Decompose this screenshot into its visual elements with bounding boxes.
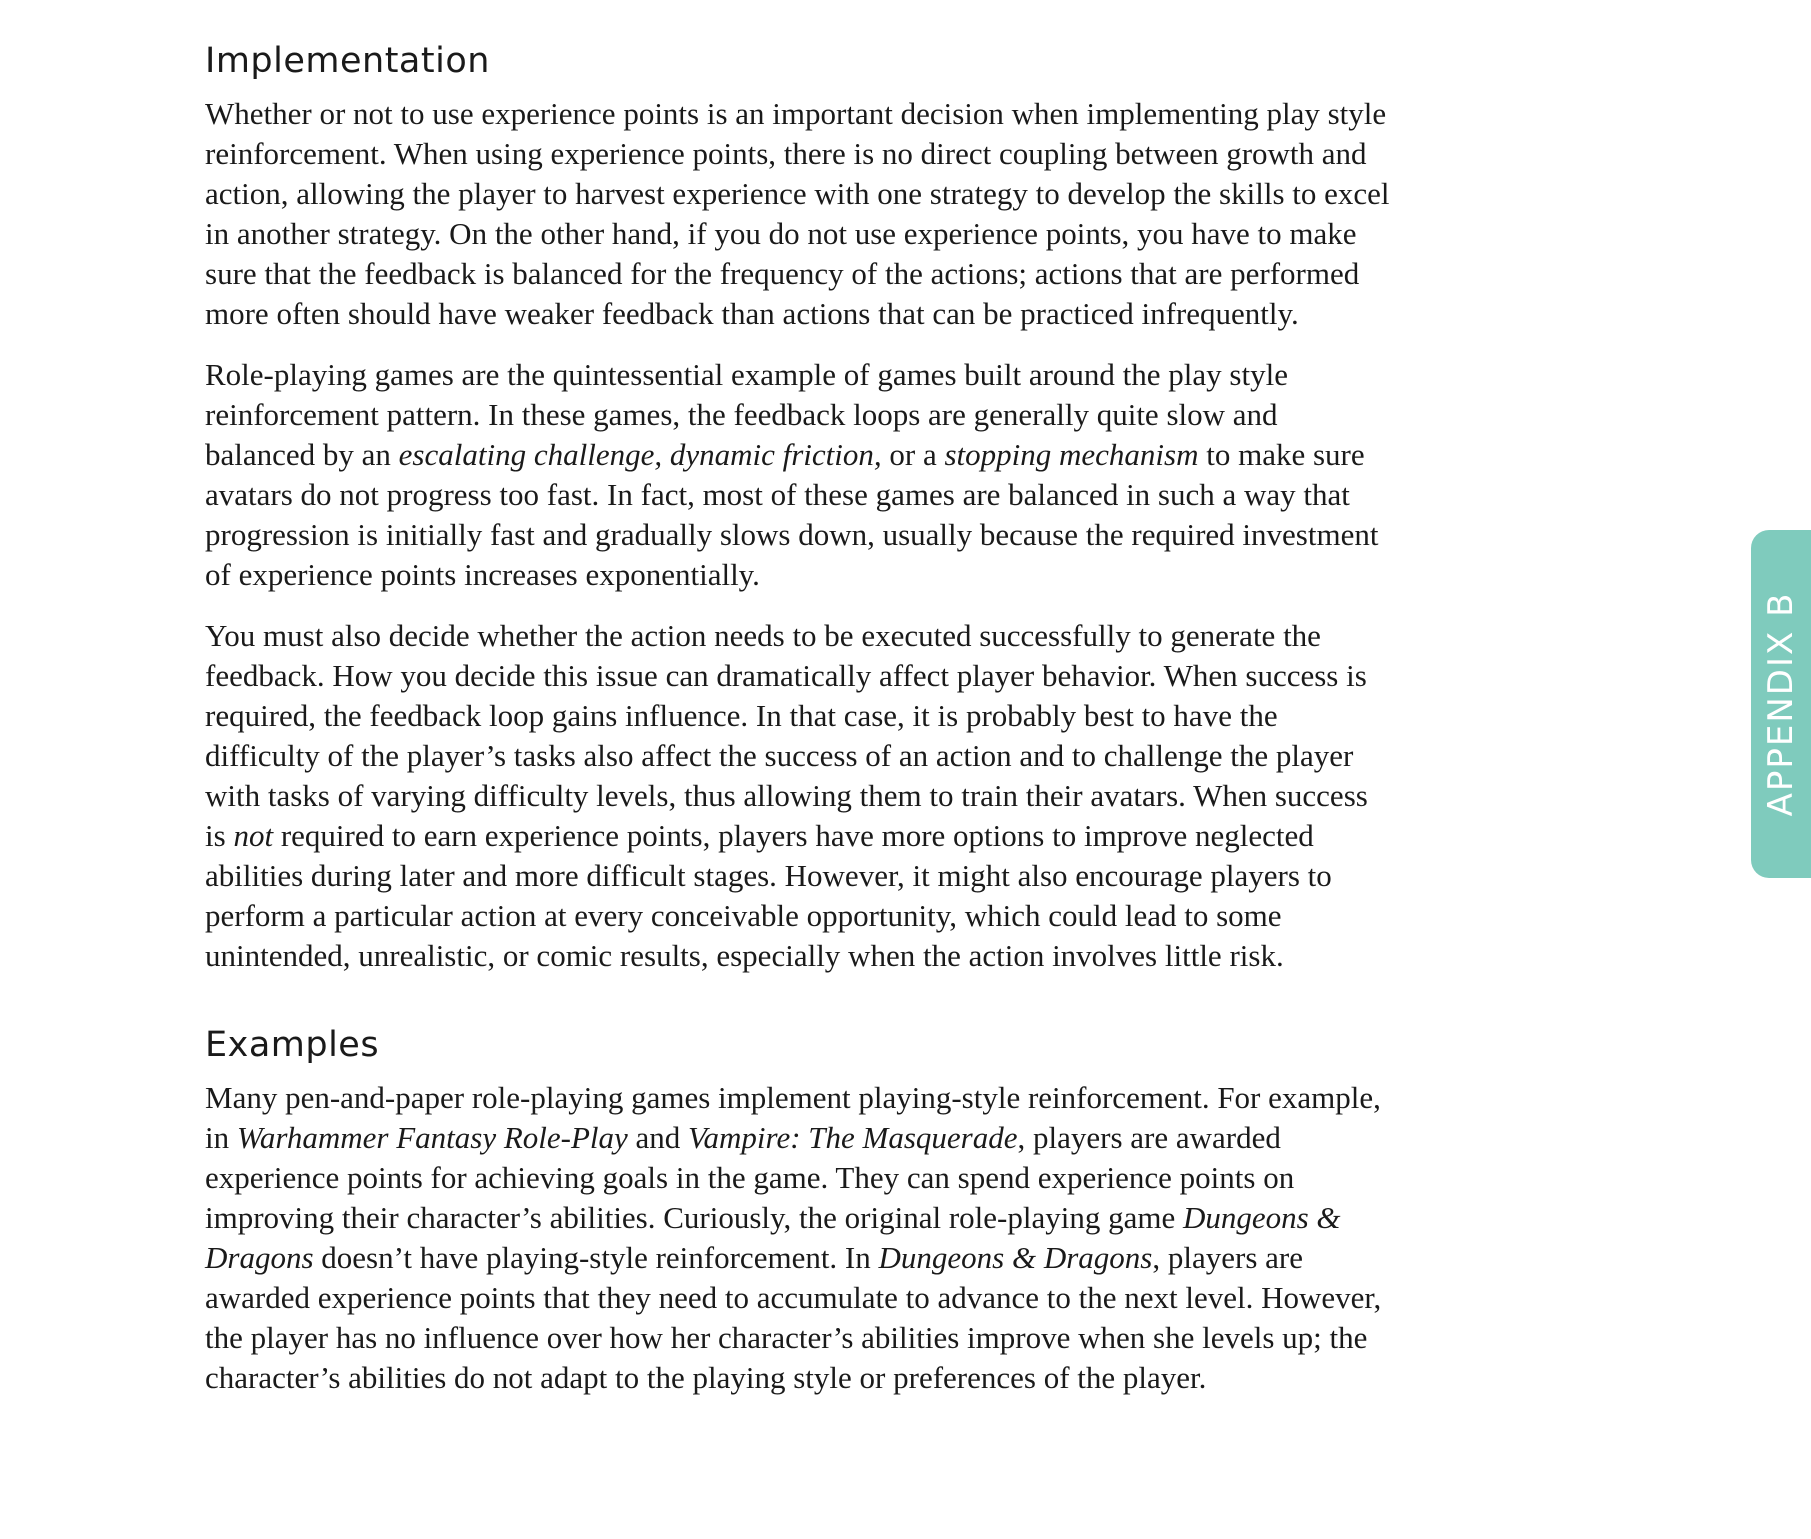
text-run: Whether or not to use experience points is an important decision when implementing play style reinforcement. When using experience points, there is no direct coupling between growth and action, allowing the player to harvest experience with one strategy to develop the skills to excel in another strategy. On the other hand, if you do not use experience points, you have to make sure that the feedback is balanced for the frequency of the actions; actions that are performed more often should have weaker feedback than actions that can be practiced infrequently. <box>205 96 1390 331</box>
section-heading: Examples <box>205 1025 380 1065</box>
section-examples <box>205 1024 1395 1398</box>
text-run: required to earn experience points, players have more options to improve neglected abilities during later and more difficult stages. However, it might also encourage players to perform a particular action at every conceivable opportunity, which could lead to some unintended, unrealistic, or comic results, especially when the action involves little risk. <box>205 818 1332 973</box>
text-run: and <box>627 1120 689 1155</box>
text-run: doesn’t have playing-style reinforcement. In <box>313 1240 879 1275</box>
section-heading: Implementation <box>205 41 490 81</box>
section-implementation <box>205 40 1395 976</box>
text-run: Many pen-and-paper role-playing games implement playing-style reinforcement. For example, in <box>205 1080 1381 1155</box>
game-title: Warhammer Fantasy Role-Play <box>236 1120 628 1155</box>
italic-term: escalating challenge, dynamic friction, <box>398 437 882 472</box>
game-title: Dungeons & Dragons <box>878 1240 1153 1275</box>
text-run: You must also decide whether the action needs to be executed successfully to generate the feedback. How you decide this issue can dramatically affect player behavior. When success is required, the feedback loop gains influence. In that case, it is probably best to have the difficulty of the player’s tasks also affect the success of an action and to challenge the player with tasks of varying difficulty levels, thus allowing them to train their avatars. When success is <box>205 618 1368 853</box>
game-title: Dungeons & Dragons <box>205 1200 1341 1275</box>
page-body <box>205 40 1395 1419</box>
italic-emphasis: not <box>233 818 274 853</box>
text-run: to make sure avatars do not progress too fast. In fact, most of these games are balanced in such a way that progression is initially fast and gradually slows down, usually because the required investment of experience points increases exponentially. <box>205 437 1379 592</box>
paragraph <box>205 1078 1395 1398</box>
paragraph <box>205 94 1395 334</box>
paragraph <box>205 616 1395 976</box>
text-run: , players are awarded experience points that they need to accumulate to advance to the next level. However, the player has no influence over how her character’s abilities improve when she levels up; the character’s abilities do not adapt to the playing style or preferences of the player. <box>205 1240 1382 1395</box>
text-run: , players are awarded experience points for achieving goals in the game. They can spend experience points on improving their character’s abilities. Curiously, the original role-playing game <box>205 1120 1295 1235</box>
italic-term: stopping mechanism <box>944 437 1199 472</box>
paragraph <box>205 355 1395 595</box>
game-title: Vampire: The Masquerade <box>688 1120 1018 1155</box>
appendix-side-tab <box>1751 530 1811 878</box>
text-run: or a <box>881 437 945 472</box>
text-run: Role-playing games are the quintessential example of games built around the play style reinforcement pattern. In these games, the feedback loops are generally quite slow and balanced by an <box>205 357 1288 472</box>
appendix-tab-label: APPENDIX B <box>1761 591 1801 817</box>
